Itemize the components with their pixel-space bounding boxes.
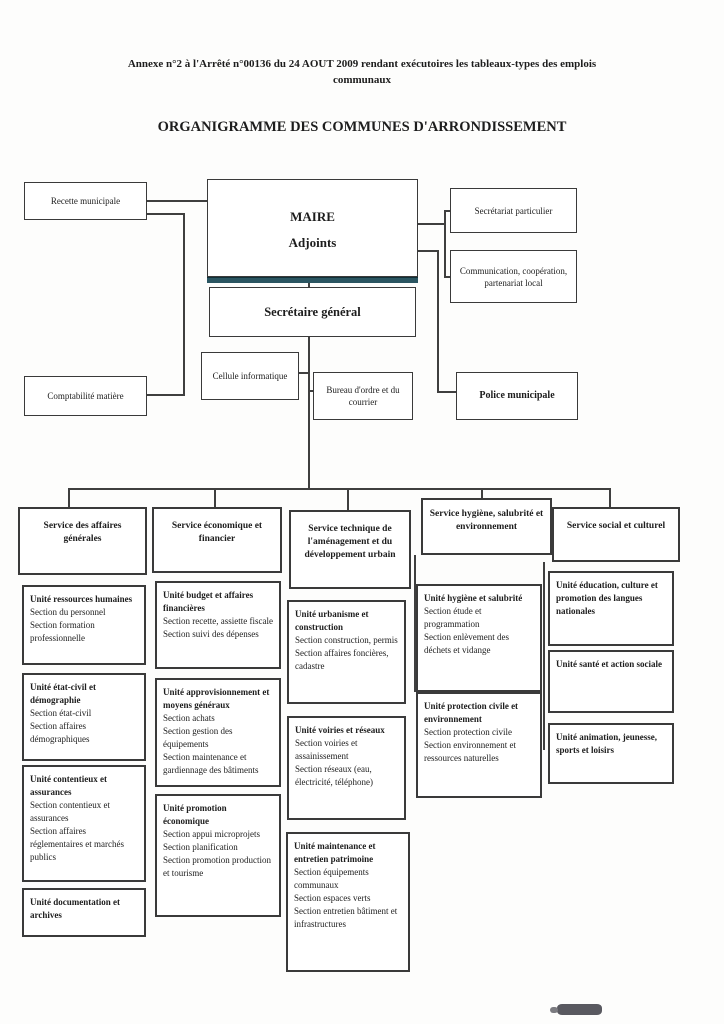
unit-title: Unité protection civile et environnement — [424, 701, 519, 724]
unit-hygiene-salubrite-box — [416, 584, 542, 692]
unit-maintenance-patrimoine-box — [286, 832, 410, 972]
service-hygiene-box: Service hygiène, salubrité et environnement — [421, 498, 552, 555]
unit-section: Section entretien bâtiment et infrastructures — [294, 906, 398, 929]
bureau-ordre-courrier-box: Bureau d'ordre et du courrier — [313, 372, 413, 420]
police-municipale-box: Police municipale — [456, 372, 578, 420]
page-title: ORGANIGRAMME DES COMMUNES D'ARRONDISSEMENT — [157, 119, 567, 135]
recette-municipale-box: Recette municipale — [24, 182, 147, 220]
unit-section: Section du personnel — [30, 607, 106, 617]
unit-section: Section construction, permis — [295, 635, 398, 645]
maire-box — [207, 179, 418, 277]
service-technique-box: Service technique de l'aménagement et du développement urbain — [289, 510, 411, 589]
unit-section: Section état-civil — [30, 708, 92, 718]
connector-line — [543, 562, 545, 750]
unit-title: Unité documentation et archives — [30, 897, 120, 920]
service-social-culturel-box: Service social et culturel — [552, 507, 680, 562]
unit-documentation-archives-box — [22, 888, 146, 937]
unit-title: Unité approvisionnement et moyens généraux — [163, 687, 270, 710]
unit-section: Section espaces verts — [294, 893, 371, 903]
unit-section: Section maintenance et gardiennage des bâtiments — [163, 752, 259, 775]
unit-title: Unité ressources humaines — [30, 594, 133, 604]
connector-line — [214, 488, 216, 508]
connector-line — [347, 488, 349, 511]
unit-promotion-economique-box — [155, 794, 281, 917]
service-economique-financier-box: Service économique et financier — [152, 507, 282, 573]
connector-line — [68, 488, 611, 490]
connector-line — [437, 250, 439, 393]
connector-line — [417, 223, 446, 225]
annexe-title-line2: communaux — [332, 74, 392, 86]
unit-title: Unité urbanisme et construction — [295, 609, 369, 632]
unit-section: Section voiries et assainissement — [295, 738, 358, 761]
unit-section: Section appui microprojets — [163, 829, 260, 839]
unit-ressources-humaines-box — [22, 585, 146, 665]
connector-line — [147, 394, 185, 396]
unit-sante-action-sociale-box — [548, 650, 674, 713]
annexe-title-line1: Annexe n°2 à l'Arrêté n°00136 du 24 AOUT 2009 rendant exécutoires les tableaux-types des emplois — [127, 58, 597, 70]
unit-animation-jeunesse-box — [548, 723, 674, 784]
unit-approvisionnement-box — [155, 678, 281, 787]
annexe-title — [90, 56, 634, 88]
unit-section: Section affaires réglementaires et marchés publics — [30, 826, 124, 862]
unit-title: Unité hygiène et salubrité — [424, 593, 523, 603]
unit-title: Unité animation, jeunesse, sports et loisirs — [556, 732, 657, 755]
unit-section: Section environnement et ressources naturelles — [424, 740, 516, 763]
unit-section: Section protection civile — [424, 727, 512, 737]
unit-section: Section planification — [163, 842, 238, 852]
maire-title: MAIRE — [290, 209, 335, 224]
unit-section: Section promotion production et tourisme — [163, 855, 271, 878]
unit-section: Section recette, assiette fiscale — [163, 616, 273, 626]
unit-title: Unité état-civil et démographie — [30, 682, 96, 705]
secretaire-general-box: Secrétaire général — [209, 287, 416, 337]
unit-title: Unité promotion économique — [163, 803, 227, 826]
unit-etat-civil-box — [22, 673, 146, 761]
connector-line — [68, 488, 70, 508]
unit-section: Section affaires foncières, cadastre — [295, 648, 389, 671]
scan-artifact — [557, 1004, 602, 1015]
connector-line — [609, 488, 611, 508]
connector-line — [308, 337, 310, 489]
unit-title: Unité contentieux et assurances — [30, 774, 107, 797]
connector-line — [183, 213, 185, 396]
service-affaires-generales-box: Service des affaires générales — [18, 507, 147, 575]
maire-accent-bar — [207, 277, 418, 283]
unit-section: Section contentieux et assurances — [30, 800, 110, 823]
unit-title: Unité éducation, culture et promotion des langues nationales — [556, 580, 658, 616]
comptabilite-matiere-box: Comptabilité matière — [24, 376, 147, 416]
unit-section: Section équipements communaux — [294, 867, 369, 890]
unit-section: Section gestion des équipements — [163, 726, 233, 749]
unit-education-culture-box — [548, 571, 674, 646]
unit-title: Unité santé et action sociale — [556, 659, 662, 669]
unit-urbanisme-box — [287, 600, 406, 704]
unit-section: Section achats — [163, 713, 215, 723]
communication-box: Communication, coopération, partenariat local — [450, 250, 577, 303]
maire-subtitle: Adjoints — [288, 235, 337, 250]
secretariat-particulier-box: Secrétariat particulier — [450, 188, 577, 233]
unit-section: Section formation professionnelle — [30, 620, 95, 643]
unit-title: Unité maintenance et entretien patrimoine — [294, 841, 376, 864]
unit-section: Section enlèvement des déchets et vidange — [424, 632, 509, 655]
unit-budget-box — [155, 581, 281, 669]
unit-section: Section affaires démographiques — [30, 721, 90, 744]
unit-section: Section réseaux (eau, électricité, téléphone) — [295, 764, 373, 787]
unit-section: Section suivi des dépenses — [163, 629, 259, 639]
unit-title: Unité budget et affaires financières — [163, 590, 254, 613]
connector-line — [147, 213, 185, 215]
connector-line — [147, 200, 207, 202]
unit-contentieux-box — [22, 765, 146, 882]
unit-section: Section étude et programmation — [424, 606, 482, 629]
unit-title: Unité voiries et réseaux — [295, 725, 385, 735]
cellule-informatique-box: Cellule informatique — [201, 352, 299, 400]
connector-line — [417, 250, 439, 252]
connector-line — [444, 210, 446, 278]
unit-voiries-reseaux-box — [287, 716, 406, 820]
connector-line — [437, 391, 456, 393]
unit-protection-civile-box — [416, 692, 542, 798]
connector-line — [299, 372, 309, 374]
